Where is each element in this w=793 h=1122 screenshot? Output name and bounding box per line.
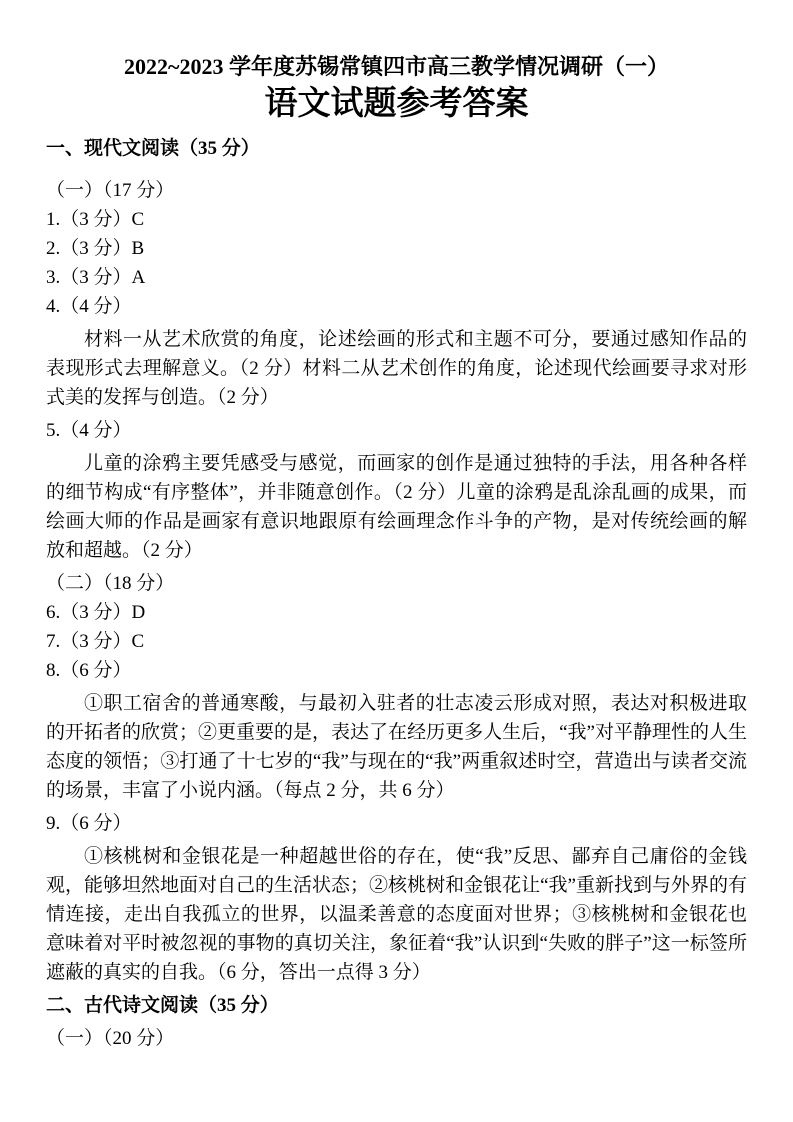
answer-q1: 1.（3 分）C [46, 209, 145, 230]
answer-q5-label: 5.（4 分） [46, 420, 132, 441]
answer-q8-text: ①职工宿舍的普通寒酸，与最初入驻者的壮志凌云形成对照，表达对积极进取的开拓者的欣赏；②更重要的是，表达了在经历更多人生后，“我”对平静理性的人生态度的领悟；③打通了十七岁的“我”与现在的“我”两重叙述时空，营造出与读者交流的场景，丰富了小说内涵。（每点 2 分，共 6 分） [46, 693, 747, 801]
exam-title: 2022~2023 学年度苏锡常镇四市高三教学情况调研（一） [124, 54, 669, 79]
answer-q8-label: 8.（6 分） [46, 660, 132, 681]
subsection-1-label: （一）（17 分） [46, 180, 175, 201]
answer-q4-label: 4.（4 分） [46, 296, 132, 317]
answer-q2: 2.（3 分）B [46, 238, 145, 259]
answer-key-title: 语文试题参考答案 [264, 86, 529, 122]
answer-q9-label: 9.（6 分） [46, 813, 132, 834]
subsection-1-label-classical: （一）（20 分） [46, 1028, 175, 1049]
section-heading-classical-reading: 二、古代诗文阅读（35 分） [46, 995, 279, 1016]
answer-q3: 3.（3 分）A [46, 267, 146, 288]
answer-q9-text: ①核桃树和金银花是一种超越世俗的存在，使“我”反思、鄙弃自己庸俗的金钱观，能够坦然地面对自己的生活状态；②核桃树和金银花让“我”重新找到与外界的有情连接，走出自我孤立的世界，以温柔善意的态度面对世界；③核桃树和金银花也意味着对平时被忽视的事物的真切关注，象征着“我”认识到“失败的胖子”这一标签所遮蔽的真实的自我。（6 分，答出一点得 3 分） [46, 846, 747, 983]
answer-q7: 7.（3 分）C [46, 631, 145, 652]
answer-q6: 6.（3 分）D [46, 602, 146, 623]
subsection-2-label: （二）（18 分） [46, 573, 175, 594]
answer-q5-text: 儿童的涂鸦主要凭感受与感觉，而画家的创作是通过独特的手法，用各种各样的细节构成“有序整体”，并非随意创作。（2 分）儿童的涂鸦是乱涂乱画的成果，而绘画大师的作品是画家有意识地跟原有绘画理念作斗争的产物，是对传统绘画的解放和超越。（2 分） [46, 453, 747, 561]
section-heading-modern-reading: 一、现代文阅读（35 分） [46, 138, 260, 159]
answer-q4-text: 材料一从艺术欣赏的角度，论述绘画的形式和主题不可分，要通过感知作品的表现形式去理解意义。（2 分）材料二从艺术创作的角度，论述现代绘画要寻求对形式美的发挥与创造。（2 分） [46, 329, 747, 408]
